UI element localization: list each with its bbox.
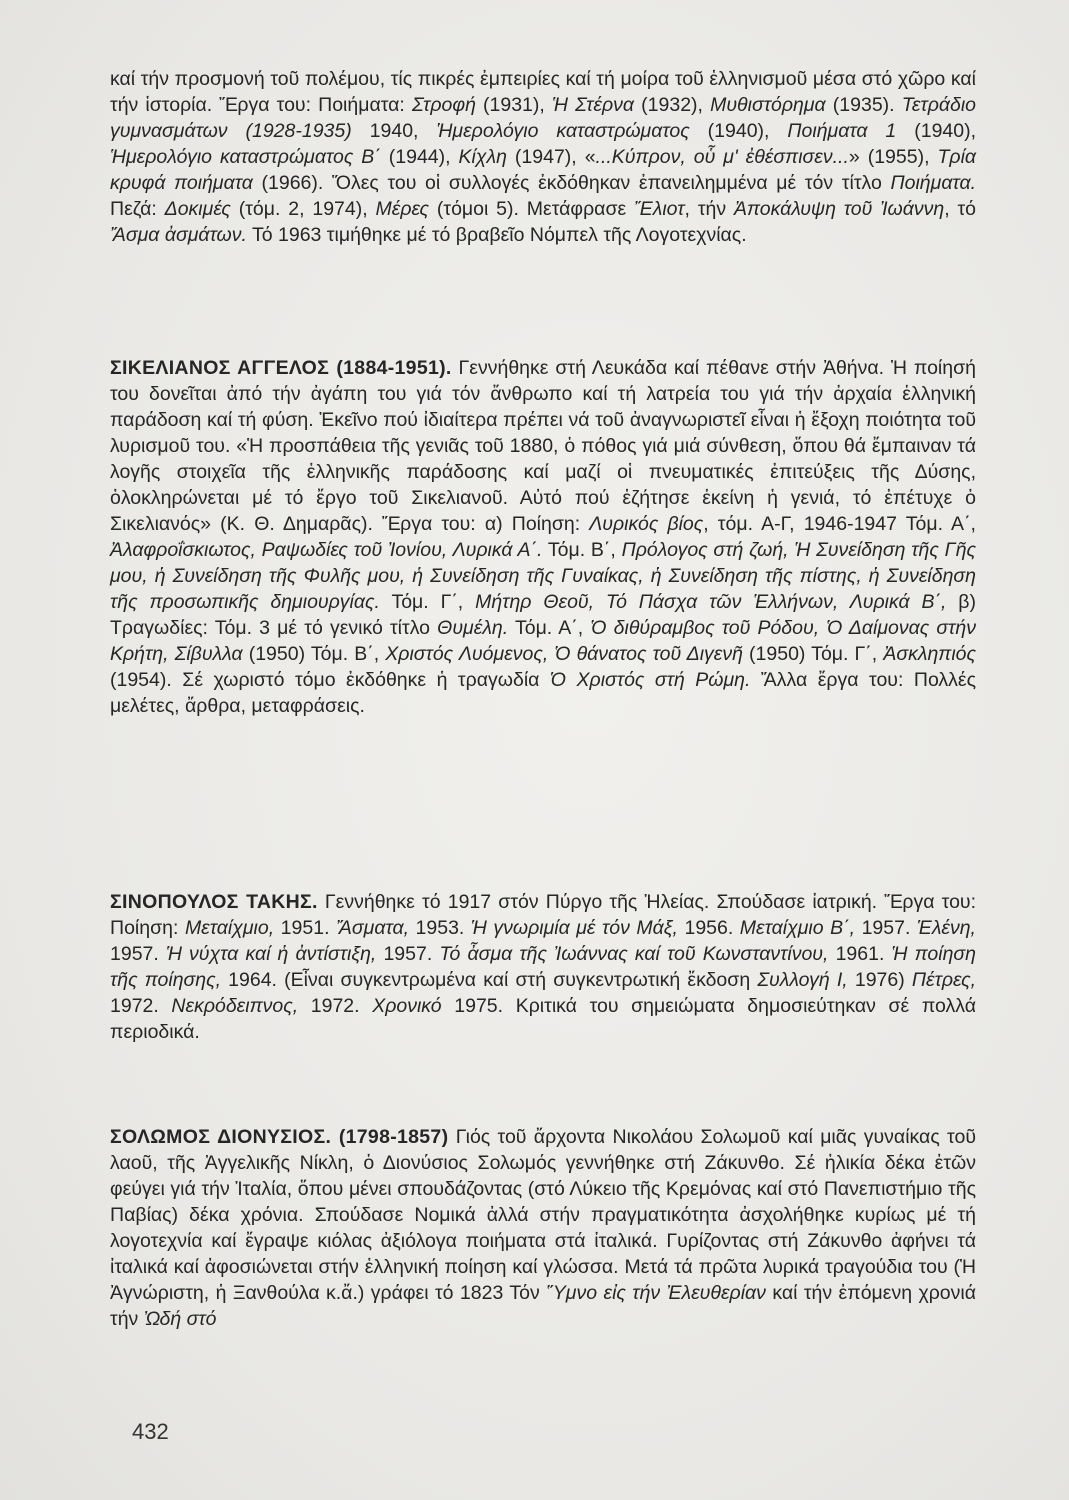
italic-title: Ἡ γνωριμία μέ τόν Μάξ, — [470, 917, 678, 939]
text-run: (1950) Τόμ. Γ΄, — [742, 643, 884, 665]
italic-title: Ἡ ποίηση τῆς ποίησης, — [110, 943, 976, 991]
entry-text — [110, 1124, 976, 1332]
entry-sikelianos — [110, 355, 976, 719]
italic-title: Τρία κρυφά ποιήματα — [110, 146, 977, 194]
text-run: Γεννήθηκε τό 1917 στόν Πύργο τῆς Ἠλείας. Σπούδασε ἰατρική. Ἔργα του: Ποίηση: — [110, 891, 976, 939]
italic-title: Συλλογή Ι, — [757, 969, 848, 991]
text-run: (τόμοι 5). Μετάφρασε — [429, 198, 635, 220]
text-run: (1944), — [380, 146, 459, 168]
text-run: (1954). Σέ χωριστό τόμο ἐκδόθηκε ἡ τραγωδία — [110, 669, 550, 691]
text-run: , τό — [944, 198, 977, 220]
text-run: 1972. — [110, 995, 172, 1017]
italic-title: Δοκιμές — [164, 198, 231, 220]
italic-title: Θυμέλη. — [437, 617, 509, 639]
italic-title: Ἡμερολόγιο καταστρώματος — [436, 120, 690, 142]
italic-title: Χρονικό — [372, 995, 442, 1017]
italic-title: Ἡ νύχτα καί ἡ ἀντίστιξη, — [165, 943, 377, 965]
text-run: (1966). Ὅλες του οἱ συλλογές ἐκδόθηκαν ἐπανειλημμένα μέ τόν τίτλο — [252, 172, 891, 194]
italic-title: Χριστός Λυόμενος, Ὁ θάνατος τοῦ Διγενῆ — [385, 643, 743, 665]
italic-title: Μεταίχμιο Β΄, — [739, 917, 856, 939]
text-run: (1940), — [896, 120, 977, 142]
entry-sinopoulos — [110, 889, 976, 1045]
italic-title: Ἄσματα, — [336, 917, 409, 939]
italic-title: Μυθιστόρημα — [710, 94, 826, 116]
text-run: καί τήν προσμονή τοῦ πολέμου, τίς πικρές ἐμπειρίες καί τή μοίρα τοῦ ἑλληνισμοῦ μέσα στό χῶρο καί τήν ἱστορία. Ἔργα του: Ποιήματα: — [110, 68, 976, 116]
entry-text — [110, 889, 976, 1045]
page-number: 432 — [132, 1419, 169, 1444]
text-run: β) Τραγωδίες: Τόμ. 3 μέ τό γενικό τίτλο — [110, 591, 976, 639]
entry-text — [110, 66, 976, 248]
italic-title: Πέτρες, — [911, 969, 976, 991]
text-run: Πεζά: — [110, 198, 165, 220]
italic-title: Τό ἆσμα τῆς Ἰωάννας καί τοῦ Κωνσταντίνου, — [439, 943, 829, 965]
italic-title: Ἡμερολόγιο καταστρώματος Β΄ — [110, 146, 381, 168]
italic-title: Ἡ Στέρνα — [551, 94, 635, 116]
italic-title: Λυρικός βίος — [589, 513, 704, 535]
text-run: (1940), — [689, 120, 788, 142]
text-run: Γεννήθηκε στή Λευκάδα καί πέθανε στήν Ἀθήνα. Ἡ ποίησή του δονεῖται ἀπό τήν ἀγάπη του γιά τόν ἄνθρωπο καί τή λατρεία του γιά τήν ἀρχαία ἑλληνική παράδοση καί τή φύση. Ἐκεῖνο πού ἰδιαίτερα πρέπει νά τοῦ ἀναγνωριστεῖ εἶναι ἡ ἔξοχη ποιότητα τοῦ λυρισμοῦ του. «Ἡ προσπάθεια τῆς γενιᾶς τοῦ 1880, ὁ πόθος γιά μιά σύνθεση, ὅπου θά ἔμπαιναν τά λογῆς στοιχεῖα τῆς ἑλληνικῆς παράδοσης καί μαζί οἱ πνευματικές ἐπιτεύξεις τῆς Δύσης, ὁλοκληρώνεται μέ τό ἔργο τοῦ Σικελιανοῦ. Αὐτό πού ἐζήτησε ἐκείνη ἡ γενιά, τό ἐπέτυχε ὁ Σικελιανός» (Κ. Θ. Δημαρᾶς). Ἔργα του: α) Ποίηση: — [110, 357, 976, 535]
italic-title: Ποιήματα 1 — [787, 120, 897, 142]
entry-solomos — [110, 1124, 976, 1332]
text-run: (1950) Τόμ. Β΄, — [242, 643, 386, 665]
italic-title: Ἔλιοτ — [634, 198, 685, 220]
text-run: 1972. — [298, 995, 373, 1017]
text-run: Τόμ. Γ΄, — [379, 591, 476, 613]
italic-title: Ὁ Χριστός στή Ρώμη. — [549, 669, 751, 691]
italic-title: Μήτηρ Θεοῦ, Τό Πάσχα τῶν Ἑλλήνων, Λυρικά Β΄, — [475, 591, 947, 613]
text-run: (1931), — [475, 94, 552, 116]
italic-title: Ὁ διθύραμβος τοῦ Ρόδου, Ὁ Δαίμονας στήν Κρήτη, Σίβυλλα — [110, 617, 977, 665]
italic-title: Στροφή — [411, 94, 476, 116]
italic-title: Ὕμνο εἰς τήν Ἐλευθερίαν — [546, 1282, 766, 1304]
text-run: 1975. Κριτικά του σημειώματα δημοσιεύτηκαν σέ πολλά περιοδικά. — [110, 995, 976, 1043]
text-run: 1956. — [677, 917, 740, 939]
italic-title: Κίχλη — [458, 146, 507, 168]
italic-title: Ἀποκάλυψη τοῦ Ἰωάννη — [733, 198, 945, 220]
text-run: 1953. — [409, 917, 471, 939]
text-run: 1940, — [351, 120, 437, 142]
text-run: 1957. — [376, 943, 440, 965]
text-run: Ἄλλα ἔργα του: Πολλές μελέτες, ἄρθρα, μεταφράσεις. — [110, 669, 977, 717]
italic-title: ...Κύπρον, οὗ μ' ἐθέσπισεν... — [595, 146, 849, 168]
text-run: Γιός τοῦ ἄρχοντα Νικολάου Σολωμοῦ καί μιᾶς γυναίκας τοῦ λαοῦ, τῆς Ἀγγελικῆς Νίκλη, ὁ Διονύσιος Σολωμός γεννήθηκε στή Ζάκυνθο. Σέ ἡλικία δέκα ἐτῶν φεύγει γιά τήν Ἰταλία, ὅπου μένει σπουδάζοντας (στό Λύκειο τῆς Κρεμόνας καί στό Πανεπιστήμιο τῆς Παβίας) δέκα χρόνια. Σπούδασε Νομικά ἀλλά στήν πραγματικότητα ἀσχολήθηκε κυρίως μέ τή λογοτεχνία καί ἔγραψε κιόλας ἀξιόλογα ποιήματα στά ἰταλικά. Γυρίζοντας στή Ζάκυνθο ἀφήνει τά ἰταλικά καί ἀφοσιώνεται στήν ἑλληνική ποίηση καί γλώσσα. Μετά τά πρῶτα λυρικά τραγούδια του (Ἡ Ἀγνώριστη, ἡ Ξανθούλα κ.ἄ.) γράφει τό 1823 Τόν — [110, 1126, 976, 1304]
italic-title: Πρόλογος στή ζωή, Ἡ Συνείδηση τῆς Γῆς μου, ἡ Συνείδηση τῆς Φυλῆς μου, ἡ Συνείδηση τῆς Γυναίκας, ἡ Συνείδηση τῆς πίστης, ἡ Συνείδηση τῆς προσωπικῆς δημιουργίας. — [110, 539, 977, 613]
text-run: 1976) — [847, 969, 912, 991]
italic-title: Τετράδιο γυμνασμάτων (1928-1935) — [110, 94, 977, 142]
italic-title: Ἀσκληπιός — [883, 643, 976, 665]
text-run: Τό 1963 τιμήθηκε μέ τό βραβεῖο Νόμπελ τῆς Λογοτεχνίας. — [246, 224, 747, 246]
entry-heading: ΣΙΝΟΠΟΥΛΟΣ ΤΑΚΗΣ. — [110, 891, 318, 913]
text-run: Τόμ. Β΄, — [542, 539, 622, 561]
entry-heading: ΣΙΚΕΛΙΑΝΟΣ ΑΓΓΕΛΟΣ (1884-1951). — [110, 357, 452, 379]
entry-text — [110, 355, 976, 719]
italic-title: Ἀλαφροΐσκιωτος, Ραψωδίες τοῦ Ἰονίου, Λυρικά Α΄. — [110, 539, 543, 561]
text-run: (1935). — [825, 94, 902, 116]
text-run: καί τήν ἐπόμενη χρονιά τήν — [110, 1282, 977, 1330]
text-run: (1947), « — [506, 146, 596, 168]
text-run: 1957. — [855, 917, 917, 939]
text-run: (1932), — [634, 94, 711, 116]
italic-title: Μέρες — [375, 198, 430, 220]
text-run: » (1955), — [848, 146, 938, 168]
text-run: Τόμ. Α΄, — [508, 617, 591, 639]
text-run: , τήν — [684, 198, 734, 220]
italic-title: Νεκρόδειπνος, — [171, 995, 299, 1017]
text-run: 1951. — [274, 917, 337, 939]
text-run: 1961. — [828, 943, 892, 965]
italic-title: Μεταίχμιο, — [184, 917, 275, 939]
italic-title: Ἑλένη, — [916, 917, 976, 939]
italic-title: Ἄσμα ἀσμάτων. — [110, 224, 247, 246]
italic-title: Ποιήματα. — [890, 172, 976, 194]
entry-seferis-continued — [110, 66, 976, 248]
text-run: 1957. — [110, 943, 166, 965]
text-run: , τόμ. Α-Γ, 1946-1947 Τόμ. Α΄, — [703, 513, 976, 535]
text-run: 1964. (Εἶναι συγκεντρωμένα καί στή συγκεντρωτική ἔκδοση — [221, 969, 758, 991]
text-run: (τόμ. 2, 1974), — [230, 198, 376, 220]
italic-title: Ὠδή στό — [143, 1308, 217, 1330]
entry-heading: ΣΟΛΩΜΟΣ ΔΙΟΝΥΣΙΟΣ. (1798-1857) — [110, 1126, 449, 1148]
